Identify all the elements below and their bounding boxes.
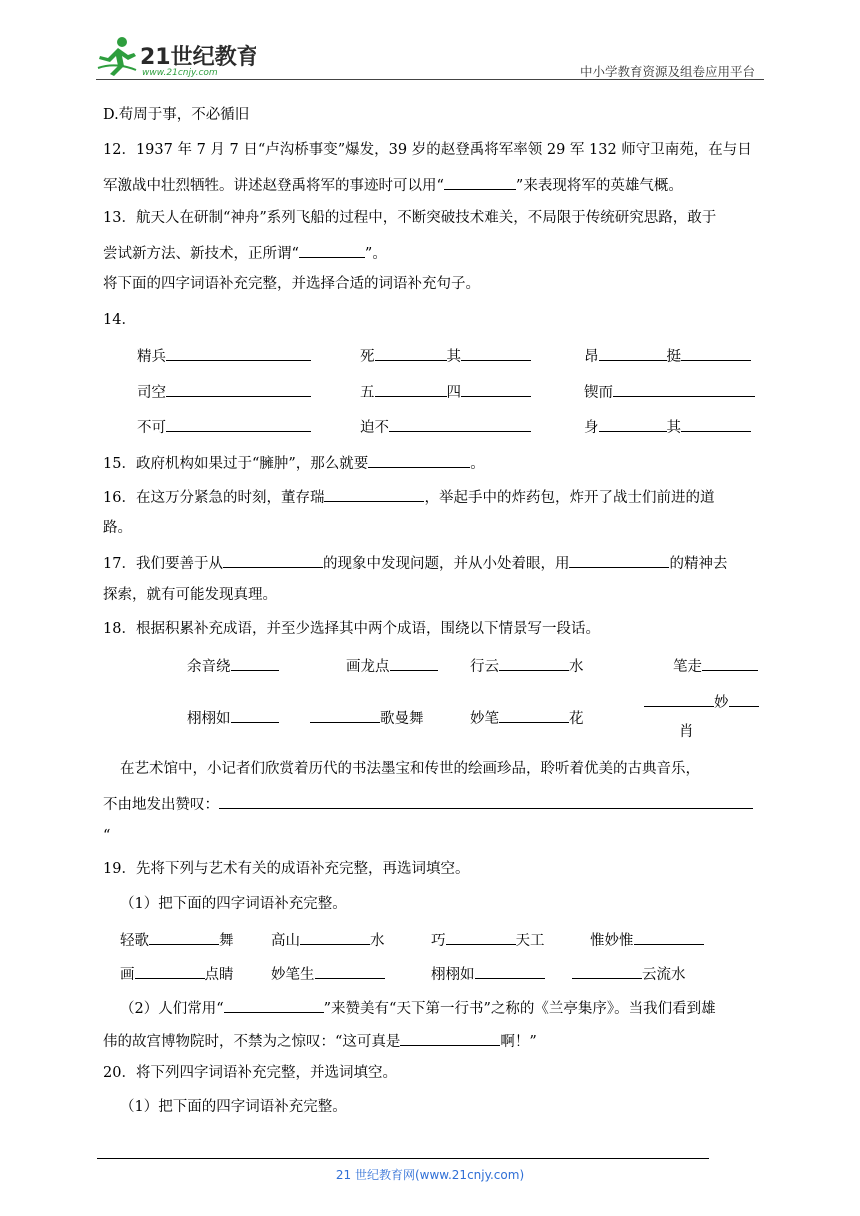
question-12-line1: 12．1937 年 7 月 7 日“卢沟桥事变”爆发，39 岁的赵登禹将军率领 29 军 132 师守卫南苑，在与日 [103, 142, 752, 158]
answer-blank[interactable] [572, 962, 642, 979]
q18-a: 余音绕 [187, 654, 279, 677]
question-12-line2: 军激战中壮烈牺牲。讲述赵登禹将军的事迹时可以用“ ”来表现将军的英雄气概。 [103, 173, 763, 196]
question-15: 15．政府机构如果过于“臃肿”，那么就要 。 [103, 451, 763, 474]
question-19: 19．先将下列与艺术有关的成语补充完整，再选词填空。 [103, 861, 470, 877]
q14-r3c2: 迫不 [360, 415, 531, 438]
answer-blank[interactable] [389, 415, 531, 432]
answer-blank[interactable] [702, 654, 758, 671]
answer-blank[interactable] [375, 380, 447, 397]
answer-blank[interactable] [599, 344, 667, 361]
q19-c: 巧 天工 [431, 928, 545, 951]
q14-r1c3: 昂 挺 [584, 344, 751, 367]
answer-blank[interactable] [231, 654, 279, 671]
question-17-line2: 探索，就有可能发现真理。 [103, 587, 277, 603]
question-19-part2-line2: 伟的故宫博物院时，不禁为之惊叹：“这可真是 啊！” [103, 1029, 763, 1052]
answer-blank[interactable] [569, 551, 669, 568]
answer-blank[interactable] [400, 1029, 500, 1046]
answer-blank[interactable] [644, 690, 714, 707]
q14-r1c2: 死 其 [360, 344, 531, 367]
answer-blank[interactable] [324, 485, 424, 502]
q19-f: 妙笔生 [271, 962, 385, 985]
question-18: 18．根据积累补充成语，并至少选择其中两个成语，围绕以下情景写一段话。 [103, 621, 600, 637]
answer-blank[interactable] [444, 173, 516, 190]
footer-divider [97, 1158, 709, 1159]
question-20-part1: （1）把下面的四字词语补充完整。 [120, 1099, 347, 1115]
q18-d: 笔走 [673, 654, 758, 677]
option-d: D.苟周于事，不必循旧 [103, 107, 250, 123]
site-logo [96, 34, 256, 78]
instruction: 将下面的四字词语补充完整，并选择合适的词语补充句子。 [103, 276, 480, 292]
question-19-part1: （1）把下面的四字词语补充完整。 [120, 896, 347, 912]
q18-b: 画龙点 [346, 654, 438, 677]
question-18-quote: “ [103, 828, 111, 844]
q18-h-tail: 肖 [679, 724, 694, 740]
logo-text: 21世纪教育 [140, 45, 256, 70]
answer-blank[interactable] [499, 654, 569, 671]
answer-blank[interactable] [224, 996, 324, 1013]
q14-r2c3: 锲而 [584, 380, 755, 403]
answer-blank[interactable] [446, 928, 516, 945]
question-20: 20．将下列四字词语补充完整，并选词填空。 [103, 1065, 397, 1081]
answer-blank[interactable] [599, 415, 667, 432]
answer-blank[interactable] [315, 962, 385, 979]
q18-h: 妙 [644, 690, 759, 713]
answer-blank[interactable] [375, 344, 447, 361]
answer-blank[interactable] [634, 928, 704, 945]
q19-e: 画 点睛 [120, 962, 234, 985]
answer-blank[interactable] [390, 654, 438, 671]
q19-h: 云流水 [572, 962, 686, 985]
answer-blank[interactable] [219, 792, 753, 809]
answer-blank[interactable] [166, 380, 311, 397]
q14-r3c3: 身 其 [584, 415, 751, 438]
q19-g: 栩栩如 [431, 962, 545, 985]
answer-blank[interactable] [300, 928, 370, 945]
logo-url: www.21cnjy.com [142, 68, 218, 78]
answer-blank[interactable] [310, 706, 380, 723]
q19-a: 轻歌 舞 [120, 928, 234, 951]
footer-text[interactable]: 21 世纪教育网(www.21cnjy.com) [335, 1168, 525, 1182]
answer-blank[interactable] [729, 690, 759, 707]
q14-r1c1: 精兵 [137, 344, 311, 367]
question-18-paragraph: 在艺术馆中，小记者们欣赏着历代的书法墨宝和传世的绘画珍品，聆听着优美的古典音乐， [120, 761, 700, 777]
answer-blank[interactable] [613, 380, 755, 397]
q14-r2c2: 五 四 [360, 380, 531, 403]
q19-b: 高山 水 [271, 928, 385, 951]
question-16-line2: 路。 [103, 520, 132, 536]
q14-r2c1: 司空 [137, 380, 311, 403]
question-19-part2-line1: （2）人们常用“ ”来赞美有“天下第一行书”之称的《兰亭集序》。当我们看到雄 [120, 996, 763, 1019]
answer-blank[interactable] [231, 706, 279, 723]
q14-r3c1: 不可 [137, 415, 311, 438]
q18-g: 妙笔 花 [470, 706, 584, 729]
q18-f: 歌曼舞 [310, 706, 424, 729]
answer-blank[interactable] [299, 241, 365, 258]
question-13-line2: 尝试新方法、新技术，正所谓“ ”。 [103, 241, 763, 264]
answer-blank[interactable] [461, 344, 531, 361]
answer-blank[interactable] [166, 344, 311, 361]
q19-d: 惟妙惟 [590, 928, 704, 951]
question-17-line1: 17．我们要善于从 的现象中发现问题，并从小处着眼，用 的精神去 [103, 551, 763, 574]
answer-blank[interactable] [223, 551, 323, 568]
runner-logo-icon [96, 34, 256, 78]
answer-blank[interactable] [681, 344, 751, 361]
platform-name: 中小学教育资源及组卷应用平台 [579, 64, 755, 79]
answer-blank[interactable] [475, 962, 545, 979]
answer-blank[interactable] [461, 380, 531, 397]
q18-e: 栩栩如 [187, 706, 279, 729]
answer-blank[interactable] [149, 928, 219, 945]
answer-blank[interactable] [681, 415, 751, 432]
header-divider [96, 79, 764, 80]
answer-blank[interactable] [499, 706, 569, 723]
answer-blank[interactable] [166, 415, 311, 432]
question-18-paragraph-2: 不由地发出赞叹： [103, 792, 763, 815]
answer-blank[interactable] [368, 451, 470, 468]
answer-blank[interactable] [135, 962, 205, 979]
question-14-label: 14． [103, 312, 136, 328]
question-16-line1: 16．在这万分紧急的时刻，董存瑞 ，举起手中的炸药包，炸开了战士们前进的道 [103, 485, 763, 508]
q18-c: 行云 水 [470, 654, 584, 677]
question-13-line1: 13．航天人在研制“神舟”系列飞船的过程中，不断突破技术难关，不局限于传统研究思路，敢于 [103, 210, 717, 226]
